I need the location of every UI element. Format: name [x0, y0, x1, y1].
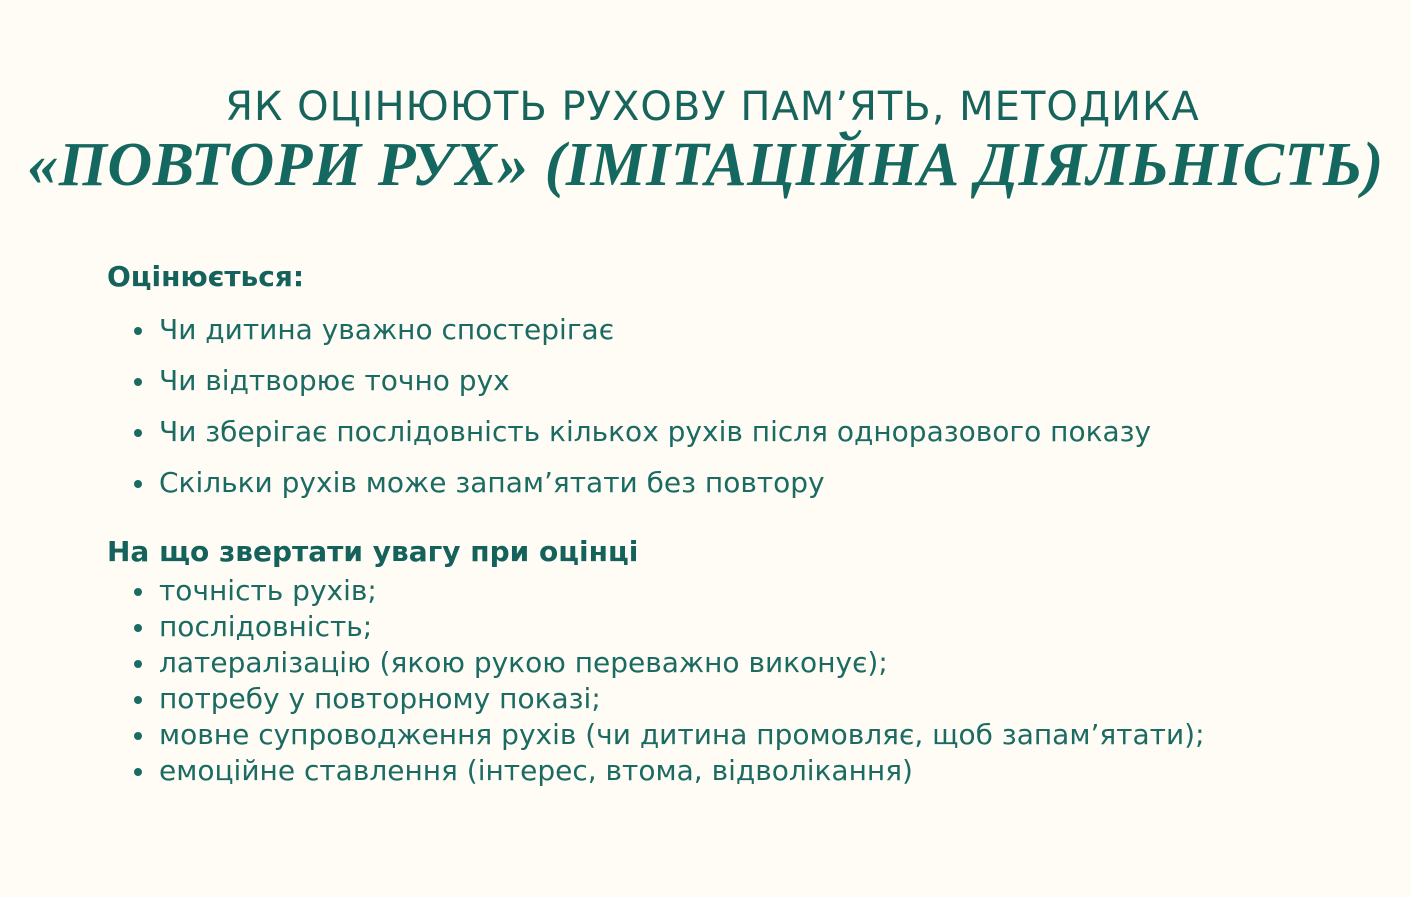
attention-list	[132, 573, 1205, 789]
attention-heading: На що звертати увагу при оцінці	[107, 535, 639, 568]
attention-list-item: латералізацію (якою рукою переважно виконує);	[132, 645, 1205, 681]
assessed-list-item: Скільки рухів може запам’ятати без повтору	[132, 457, 1151, 508]
attention-list-item: точність рухів;	[132, 573, 1205, 609]
page-title-line-1: ЯК ОЦІНЮЮТЬ РУХОВУ ПАМ’ЯТЬ, МЕТОДИКА	[225, 84, 1200, 130]
assessed-list-item: Чи відтворює точно рух	[132, 355, 1151, 406]
assessed-heading: Оцінюється:	[107, 260, 305, 293]
assessed-list-item: Чи зберігає послідовність кількох рухів після одноразового показу	[132, 406, 1151, 457]
attention-list-item: потребу у повторному показі;	[132, 681, 1205, 717]
page-title-line-2: «ПОВТОРИ РУХ» (ІМІТАЦІЙНА ДІЯЛЬНІСТЬ)	[27, 131, 1384, 199]
assessed-list	[132, 304, 1151, 508]
assessed-list-item: Чи дитина уважно спостерігає	[132, 304, 1151, 355]
attention-list-item: мовне супроводження рухів (чи дитина промовляє, щоб запам’ятати);	[132, 717, 1205, 753]
attention-list-item: послідовність;	[132, 609, 1205, 645]
attention-list-item: емоційне ставлення (інтерес, втома, відволікання)	[132, 753, 1205, 789]
